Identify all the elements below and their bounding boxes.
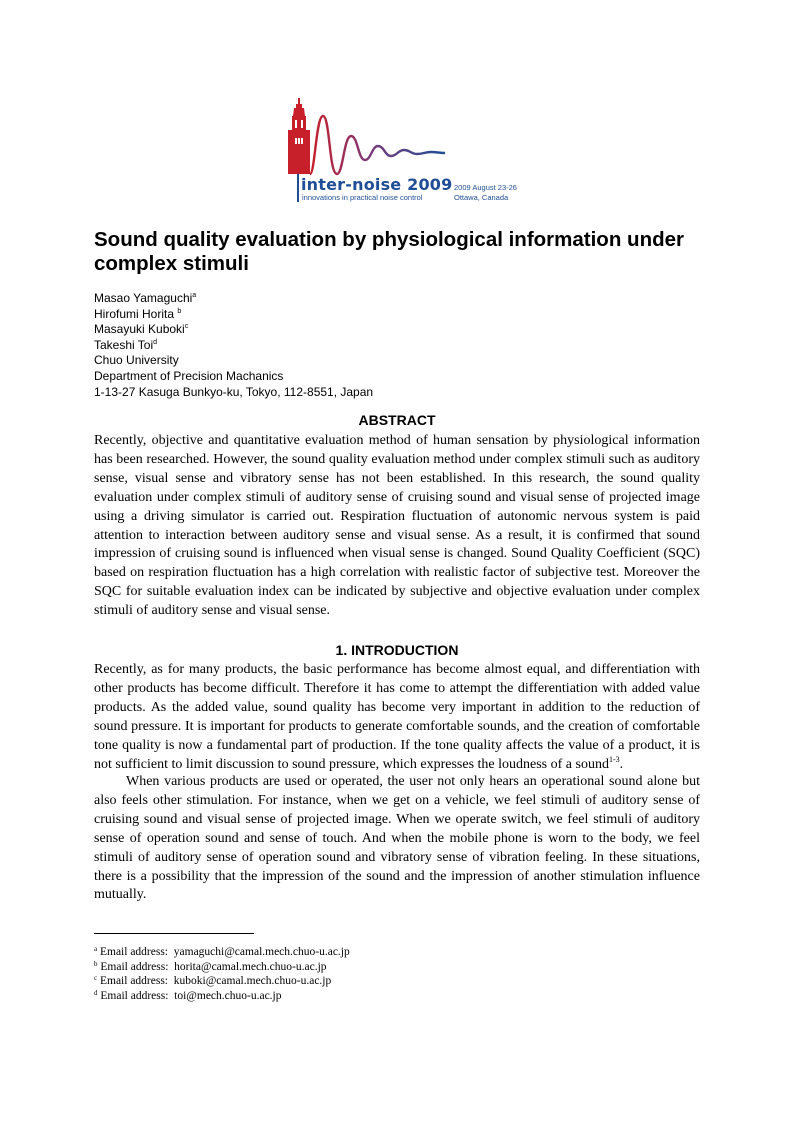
footnote: $^d$ Email address: toi@mech.chuo-u.ac.jp: [94, 988, 282, 1002]
affiliation-university: Chuo University: [94, 353, 179, 368]
email-link[interactable]: horita@camal.mech.chuo-u.ac.jp: [174, 960, 327, 973]
conference-tagline: innovations in practical noise control: [302, 193, 423, 202]
conference-location: Ottawa, Canada: [454, 193, 509, 202]
email-link[interactable]: yamaguchi@camal.mech.chuo-u.ac.jp: [173, 946, 350, 958]
introduction-paragraph: When various products are used or operated, the user not only hears an operational sound alone but also feels other stimulation. For instance, when we get on a vehicle, we feel stimuli of auditory sense of cruising sound and visual sense of projected image. When we operate switch, we feel stimuli of auditory sense of operation sound and sense of touch. And when the mobile phone is worn to the body, we feel stimuli of auditory sense of operation sound and vibratory sense of vibration feeling. In these situations, there is a possibility that the impression of the sound and the impression of another stimulation influence mutually.: [94, 774, 700, 903]
footnote: $^b$ Email address: horita@camal.mech.chuo-u.ac.jp: [94, 959, 327, 973]
footnote: $^c$ Email address: kuboki@camal.mech.chuo-u.ac.jp: [94, 974, 332, 987]
author-name: Masao Yamaguchi$^a$: [94, 291, 197, 305]
email-link[interactable]: toi@mech.chuo-u.ac.jp: [174, 989, 282, 1002]
footnotes: [94, 945, 350, 1003]
introduction-paragraph: Recently, as for many products, the basic performance has become almost equal, and differentiation with other products has become difficult. Therefore it has come to attempt the differentiation with added value products. As the added value, sound quality has become very important in addition to the reduction of sound pressure. It is important for products to generate comfortable sounds, and the creation of comfortable tone quality is now a fundamental part of production. If the tone quality affects the value of a product, it is not sufficient to limit discussion to sound pressure, which expresses the loudness of a sound$^{1-3}$.: [94, 662, 700, 772]
citation-ref: 1-3: [608, 754, 620, 764]
author-name: Takeshi Toi$^d$: [94, 337, 158, 352]
abstract-heading: ABSTRACT: [358, 412, 436, 428]
email-link[interactable]: kuboki@camal.mech.chuo-u.ac.jp: [173, 975, 332, 987]
affiliation-address: 1-13-27 Kasuga Bunkyo-ku, Tokyo, 112-8551, Japan: [94, 384, 374, 399]
conference-logo: [285, 96, 545, 208]
author-name: Masayuki Kuboki$^c$: [94, 322, 189, 337]
author-block: [94, 291, 373, 400]
footnote: $^a$ Email address: yamaguchi@camal.mech.chuo-u.ac.jp: [94, 945, 350, 958]
tower-icon: [288, 98, 310, 174]
conference-name: inter-noise 2009: [301, 175, 453, 194]
affiliation-department: Department of Precision Machanics: [94, 368, 284, 383]
conference-date: 2009 August 23-26: [454, 183, 517, 192]
introduction-heading: 1. INTRODUCTION: [335, 642, 459, 658]
abstract-text: Recently, objective and quantitative evaluation method of human sensation by physiological information has been researched. However, the sound quality evaluation method under complex stimuli such as auditory sense, visual sense and vibratory sense has not been established. In this research, the sound quality evaluation under complex stimuli of auditory sense of cruising sound and visual sense of projected image using a driving simulator is carried out. Respiration fluctuation of autonomic nervous system is paid attention to interaction between auditory sense and visual sense. As a result, it is confirmed that sound impression of cruising sound is influenced when visual sense is changed. Sound Quality Coefficient (SQC) based on respiration fluctuation has a high correlation with realistic factor of subjective test. Moreover the SQC for suitable evaluation index can be indicated by subjective and objective evaluation under complex stimuli of auditory sense and visual sense.: [94, 433, 700, 619]
author-name: Hirofumi Horita $^b$: [94, 306, 182, 321]
wave-graphic: [310, 116, 445, 174]
paper-title: Sound quality evaluation by physiological information under complex stimuli: [94, 228, 684, 275]
footnote-divider: [94, 933, 254, 934]
